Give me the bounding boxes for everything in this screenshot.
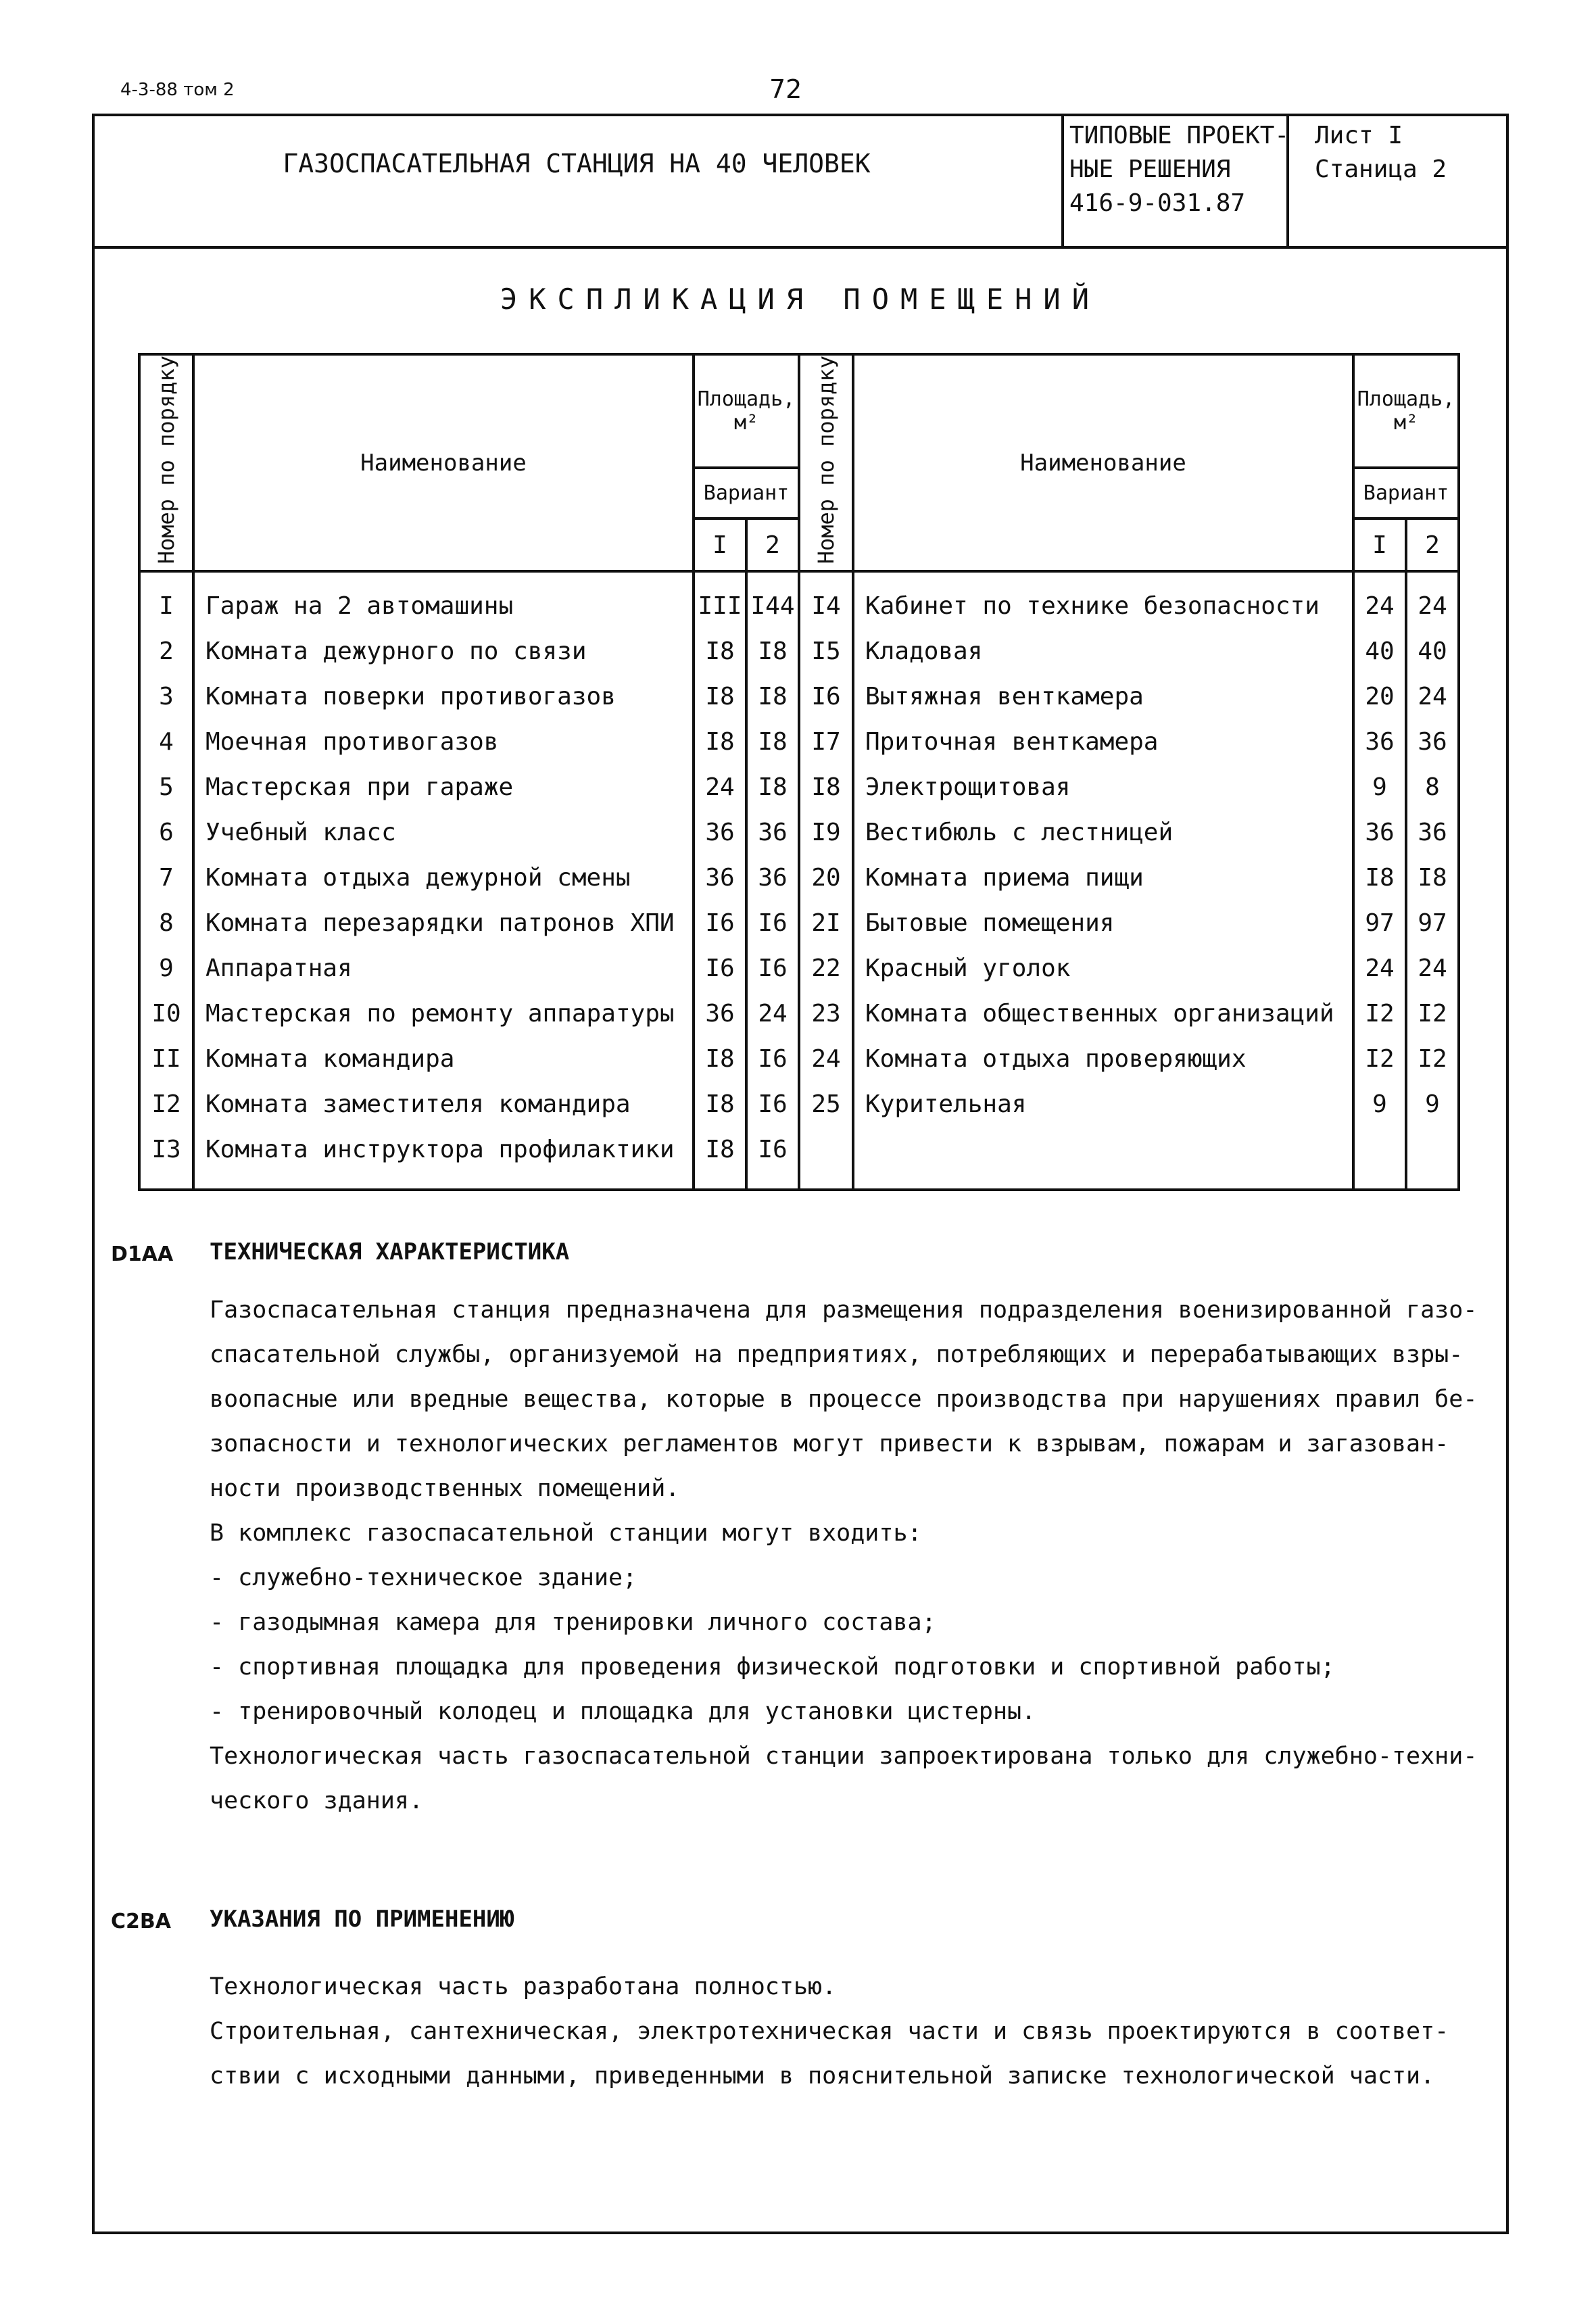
table-cell: 36 [746, 810, 799, 855]
table-cell: Бытовые помещения [853, 900, 1353, 946]
paragraph: В комплекс газоспасательной станции могут входить: [210, 1520, 922, 1547]
table-cell: 40 [1406, 629, 1459, 674]
table-row [139, 1082, 1459, 1127]
table-cell: Учебный класс [193, 810, 694, 855]
table-row [139, 991, 1459, 1036]
table-cell: II [139, 1036, 193, 1082]
table-cell: I6 [694, 900, 746, 946]
table-cell: Гараж на 2 автомашины [193, 571, 694, 629]
table-cell: 24 [1406, 946, 1459, 991]
table-cell: 8 [1406, 765, 1459, 810]
table-cell: I8 [694, 1082, 746, 1127]
table-cell: Комната приема пищи [853, 855, 1353, 900]
table-cell: I8 [746, 719, 799, 765]
table-cell: Комната дежурного по связи [193, 629, 694, 674]
table-cell: I8 [694, 1127, 746, 1190]
table-cell: I6 [799, 674, 853, 719]
table-cell: 9 [1353, 765, 1406, 810]
table-cell: I8 [1406, 855, 1459, 900]
table-cell: Комната заместителя командира [193, 1082, 694, 1127]
list-item: - служебно-техническое здание; [210, 1564, 637, 1591]
col-header-var2: 2 [746, 518, 799, 571]
table-cell [1353, 1127, 1406, 1190]
table-cell: 24 [1353, 571, 1406, 629]
table-cell [1406, 1127, 1459, 1190]
table-cell: Кладовая [853, 629, 1353, 674]
table-cell: Вестибюль с лестницей [853, 810, 1353, 855]
table-cell: I [139, 571, 193, 629]
table-cell: I2 [1353, 1036, 1406, 1082]
table-cell: Вытяжная венткамера [853, 674, 1353, 719]
table-cell: I9 [799, 810, 853, 855]
col-header-var2: 2 [1406, 518, 1459, 571]
table-cell: 24 [1406, 571, 1459, 629]
table-cell: Комната командира [193, 1036, 694, 1082]
list-item: - спортивная площадка для проведения физической подготовки и спортивной работы; [210, 1654, 1335, 1681]
table-cell: Красный уголок [853, 946, 1353, 991]
table-row [139, 1127, 1459, 1190]
table-cell: 24 [746, 991, 799, 1036]
table-cell: I8 [746, 765, 799, 810]
table-cell: Комната отдыха проверяющих [853, 1036, 1353, 1082]
table-cell: 20 [799, 855, 853, 900]
explication-title: ЭКСПЛИКАЦИЯ ПОМЕЩЕНИЙ [500, 283, 1101, 316]
table-cell: 40 [1353, 629, 1406, 674]
table-cell: 25 [799, 1082, 853, 1127]
table-cell: 2I [799, 900, 853, 946]
table-cell: Комната перезарядки патронов ХПИ [193, 900, 694, 946]
paragraph: Технологическая часть газоспасательной станции запроектирована только для служебно-техни-ческого здания. [210, 1743, 1478, 1814]
table-cell: I0 [139, 991, 193, 1036]
table-cell: 7 [139, 855, 193, 900]
document-code: 4-3-88 том 2 [120, 80, 235, 100]
col-header-variant: Вариант [694, 468, 799, 518]
table-cell: 97 [1353, 900, 1406, 946]
table-cell: 97 [1406, 900, 1459, 946]
table-row [139, 946, 1459, 991]
table-cell: Аппаратная [193, 946, 694, 991]
sheet-info: Лист I Станица 2 [1315, 122, 1447, 183]
table-row [139, 810, 1459, 855]
section-body [210, 1964, 1494, 2098]
table-cell: 36 [746, 855, 799, 900]
table-cell: 9 [1406, 1082, 1459, 1127]
col-header-var1: I [1353, 518, 1406, 571]
table-cell: I2 [1353, 991, 1406, 1036]
list-item: - газодымная камера для тренировки личного состава; [210, 1609, 936, 1636]
document-title: ГАЗОСПАСАТЕЛЬНАЯ СТАНЦИЯ НА 40 ЧЕЛОВЕК [283, 149, 871, 178]
table-cell: I3 [139, 1127, 193, 1190]
table-cell: I6 [746, 1127, 799, 1190]
table-cell: 24 [1406, 674, 1459, 719]
table-cell: I6 [746, 946, 799, 991]
table-row [139, 1036, 1459, 1082]
col-header-variant: Вариант [1353, 468, 1459, 518]
table-cell [799, 1127, 853, 1190]
project-code: ТИПОВЫЕ ПРОЕКТ- НЫЕ РЕШЕНИЯ 416-9-031.87 [1069, 122, 1290, 217]
table-cell: 36 [694, 855, 746, 900]
section-code: C2BA [111, 1910, 171, 1933]
table-cell: I6 [746, 1082, 799, 1127]
table-cell: 36 [694, 810, 746, 855]
table-cell: 36 [1406, 719, 1459, 765]
table-cell: I7 [799, 719, 853, 765]
table-cell: 24 [1353, 946, 1406, 991]
table-cell: Комната общественных организаций [853, 991, 1353, 1036]
table-cell: I8 [694, 674, 746, 719]
table-row [139, 629, 1459, 674]
table-cell: 23 [799, 991, 853, 1036]
table-cell: I8 [694, 1036, 746, 1082]
table-cell: 36 [1353, 810, 1406, 855]
list-item: - тренировочный колодец и площадка для установки цистерны. [210, 1698, 1036, 1725]
table-cell: I2 [1406, 991, 1459, 1036]
title-block [92, 114, 1509, 249]
table-cell: 2 [139, 629, 193, 674]
title-block-divider [1061, 114, 1064, 249]
table-cell: 9 [139, 946, 193, 991]
table-cell: 5 [139, 765, 193, 810]
table-cell: I8 [746, 629, 799, 674]
table-cell: I2 [1406, 1036, 1459, 1082]
rooms-table [138, 353, 1460, 1191]
table-cell: Комната отдыха дежурной смены [193, 855, 694, 900]
col-header-area: Площадь, м² [1353, 354, 1459, 468]
table-row [139, 900, 1459, 946]
table-cell: Курительная [853, 1082, 1353, 1127]
col-header-number: Номер по порядку [799, 354, 853, 571]
table-cell: I8 [799, 765, 853, 810]
paragraph: Технологическая часть разработана полностью. [210, 1973, 837, 2000]
col-header-var1: I [694, 518, 746, 571]
table-cell: 36 [694, 991, 746, 1036]
table-cell: 9 [1353, 1082, 1406, 1127]
table-cell [853, 1127, 1353, 1190]
table-cell: Приточная венткамера [853, 719, 1353, 765]
table-cell: Комната поверки противогазов [193, 674, 694, 719]
table-row [139, 855, 1459, 900]
col-header-name: Наименование [193, 354, 694, 571]
paragraph: Газоспасательная станция предназначена для размещения подразделения военизированной газо-спасательной службы, организуемой на предприятиях, потребляющих и перерабатывающих взры-воопасные или вредные вещества, которые в процессе производства при нарушениях правил бе-зопасности и технологических регламентов могут привести к взрывам, пожарам и загазован-ности производственных помещений. [210, 1297, 1478, 1502]
table-cell: 20 [1353, 674, 1406, 719]
table-cell: 36 [1406, 810, 1459, 855]
table-cell: 24 [799, 1036, 853, 1082]
col-header-name: Наименование [853, 354, 1353, 571]
table-cell: III [694, 571, 746, 629]
table-cell: I8 [694, 719, 746, 765]
table-cell: I6 [746, 1036, 799, 1082]
table-cell: I2 [139, 1082, 193, 1127]
table-cell: 8 [139, 900, 193, 946]
table-row [139, 719, 1459, 765]
table-cell: Мастерская по ремонту аппаратуры [193, 991, 694, 1036]
table-cell: I44 [746, 571, 799, 629]
table-cell: Кабинет по технике безопасности [853, 571, 1353, 629]
table-cell: I8 [746, 674, 799, 719]
table-cell: 22 [799, 946, 853, 991]
table-cell: Электрощитовая [853, 765, 1353, 810]
table-cell: 3 [139, 674, 193, 719]
section-body [210, 1288, 1494, 1823]
table-cell: I8 [694, 629, 746, 674]
page-number: 72 [769, 74, 802, 104]
table-cell: I8 [1353, 855, 1406, 900]
table-cell: I6 [746, 900, 799, 946]
table-row [139, 674, 1459, 719]
section-title: УКАЗАНИЯ ПО ПРИМЕНЕНИЮ [210, 1906, 514, 1933]
table-row [139, 571, 1459, 629]
table-row [139, 765, 1459, 810]
table-cell: I5 [799, 629, 853, 674]
table-cell: 6 [139, 810, 193, 855]
table-cell: 36 [1353, 719, 1406, 765]
col-header-number: Номер по порядку [139, 354, 193, 571]
table-cell: Моечная противогазов [193, 719, 694, 765]
table-cell: Комната инструктора профилактики [193, 1127, 694, 1190]
col-header-area: Площадь, м² [694, 354, 799, 468]
section-title: ТЕХНИЧЕСКАЯ ХАРАКТЕРИСТИКА [210, 1238, 570, 1265]
table-cell: 24 [694, 765, 746, 810]
table-cell: 4 [139, 719, 193, 765]
table-cell: I6 [694, 946, 746, 991]
table-cell: Мастерская при гараже [193, 765, 694, 810]
paragraph: Строительная, сантехническая, электротехническая части и связь проектируются в соответ-ствии с исходными данными, приведенными в пояснительной записке технологической части. [210, 2018, 1449, 2090]
table-cell: I4 [799, 571, 853, 629]
section-code: D1AA [111, 1243, 174, 1266]
